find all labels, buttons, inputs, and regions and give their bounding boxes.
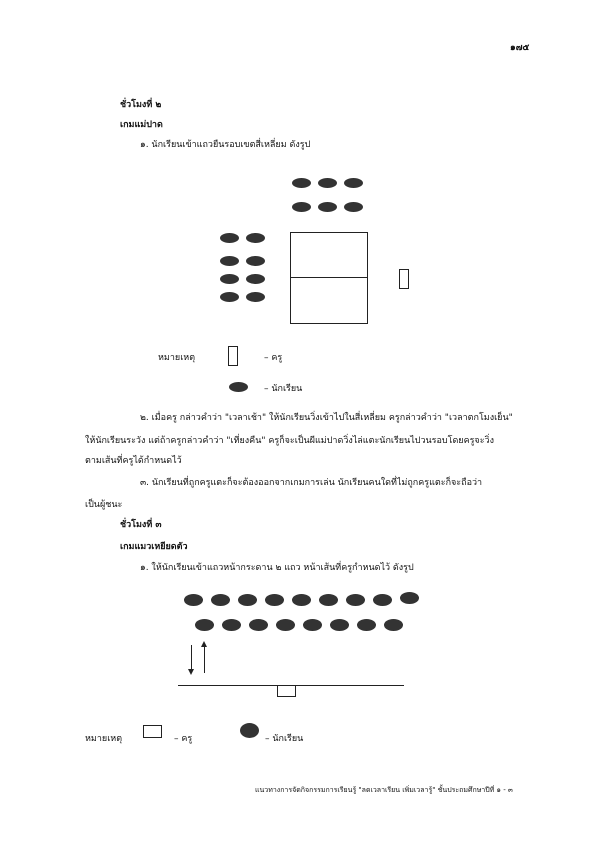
page-number: ๑๗๕ — [510, 43, 530, 53]
teacher-marker — [277, 685, 296, 697]
student-marker — [249, 619, 268, 631]
student-marker — [346, 594, 365, 606]
play-area-divider — [291, 277, 367, 278]
legend-student-icon — [229, 382, 248, 392]
student-marker — [220, 256, 239, 266]
legend-teacher-icon — [143, 725, 162, 738]
student-marker — [292, 202, 311, 212]
student-marker — [400, 592, 419, 604]
legend-label-2: หมายเหตุ — [85, 734, 123, 744]
step2-line1: ๒. เมื่อครู กล่าวคำว่า "เวลาเช้า" ให้นักเรียนวิ่งเข้าไปในสี่เหลี่ยม ครูกล่าวคำว่า "เวลาตกโมงเย็น" — [140, 413, 513, 423]
legend-teacher-text-2: – ครู — [174, 734, 193, 744]
legend-student-text-2: – นักเรียน — [265, 734, 304, 744]
student-marker — [220, 292, 239, 302]
student-marker — [276, 619, 295, 631]
student-marker — [292, 178, 311, 188]
step1-text-1: ๑. นักเรียนเข้าแถวยืนรอบเขตสี่เหลี่ยม ดังรูป — [140, 140, 311, 150]
step3-line2: เป็นผู้ชนะ — [85, 500, 123, 510]
student-marker — [246, 256, 265, 266]
step2-line3: ตามเส้นที่ครูได้กำหนดไว้ — [85, 456, 182, 466]
arrow-up-icon — [201, 641, 207, 647]
period-title-2: ชั่วโมงที่ ๒ — [120, 100, 162, 110]
legend-teacher-text-1: – ครู — [264, 353, 283, 363]
arrow-up-line — [204, 646, 205, 673]
student-marker — [344, 178, 363, 188]
student-marker — [246, 274, 265, 284]
arrow-down-line — [191, 645, 192, 671]
legend-teacher-icon — [228, 346, 238, 366]
student-marker — [246, 233, 265, 243]
student-marker — [357, 619, 376, 631]
student-marker — [303, 619, 322, 631]
student-marker — [265, 594, 284, 606]
student-marker — [246, 292, 265, 302]
student-marker — [195, 619, 214, 631]
student-marker — [319, 594, 338, 606]
student-marker — [344, 202, 363, 212]
student-marker — [330, 619, 349, 631]
student-marker — [238, 594, 257, 606]
student-marker — [318, 178, 337, 188]
teacher-marker — [399, 269, 409, 289]
step3-line1: ๓. นักเรียนที่ถูกครูแตะก็จะต้องออกจากเกมการเล่น นักเรียนคนใดที่ไม่ถูกครูแตะก็จะถือว่า — [140, 478, 483, 488]
student-marker — [220, 233, 239, 243]
student-marker — [373, 594, 392, 606]
student-marker — [384, 619, 403, 631]
step2-line2: ให้นักเรียนระวัง แต่ถ้าครูกล่าวคำว่า "เที่ยงคืน" ครูก็จะเป็นผีแม่ปาดวิ่งไล่แตะนักเรียนไปวนรอบโดยครูจะวิ่ง — [85, 436, 494, 446]
legend-student-icon — [240, 723, 259, 738]
student-marker — [184, 594, 203, 606]
student-marker — [222, 619, 241, 631]
student-marker — [220, 274, 239, 284]
page-footer: แนวทางการจัดกิจกรรมการเรียนรู้ "ลดเวลาเรียน เพิ่มเวลารู้" ชั้นประถมศึกษาปีที่ ๑ - ๓ — [255, 786, 513, 794]
game-name-1: เกมแม่ปาด — [120, 120, 163, 130]
legend-student-text-1: – นักเรียน — [264, 384, 303, 394]
student-marker — [292, 594, 311, 606]
period-title-3: ชั่วโมงที่ ๓ — [120, 520, 162, 530]
legend-label-1: หมายเหตุ — [158, 353, 196, 363]
student-marker — [211, 594, 230, 606]
student-marker — [318, 202, 337, 212]
step1-text-2: ๑. ให้นักเรียนเข้าแถวหน้ากระดาน ๒ แถว หน้าเส้นที่ครูกำหนดไว้ ดังรูป — [140, 563, 414, 573]
arrow-down-icon — [188, 669, 194, 675]
game-name-2: เกมแมวเหยียดตัว — [120, 542, 188, 552]
play-area-rectangle — [290, 232, 368, 324]
